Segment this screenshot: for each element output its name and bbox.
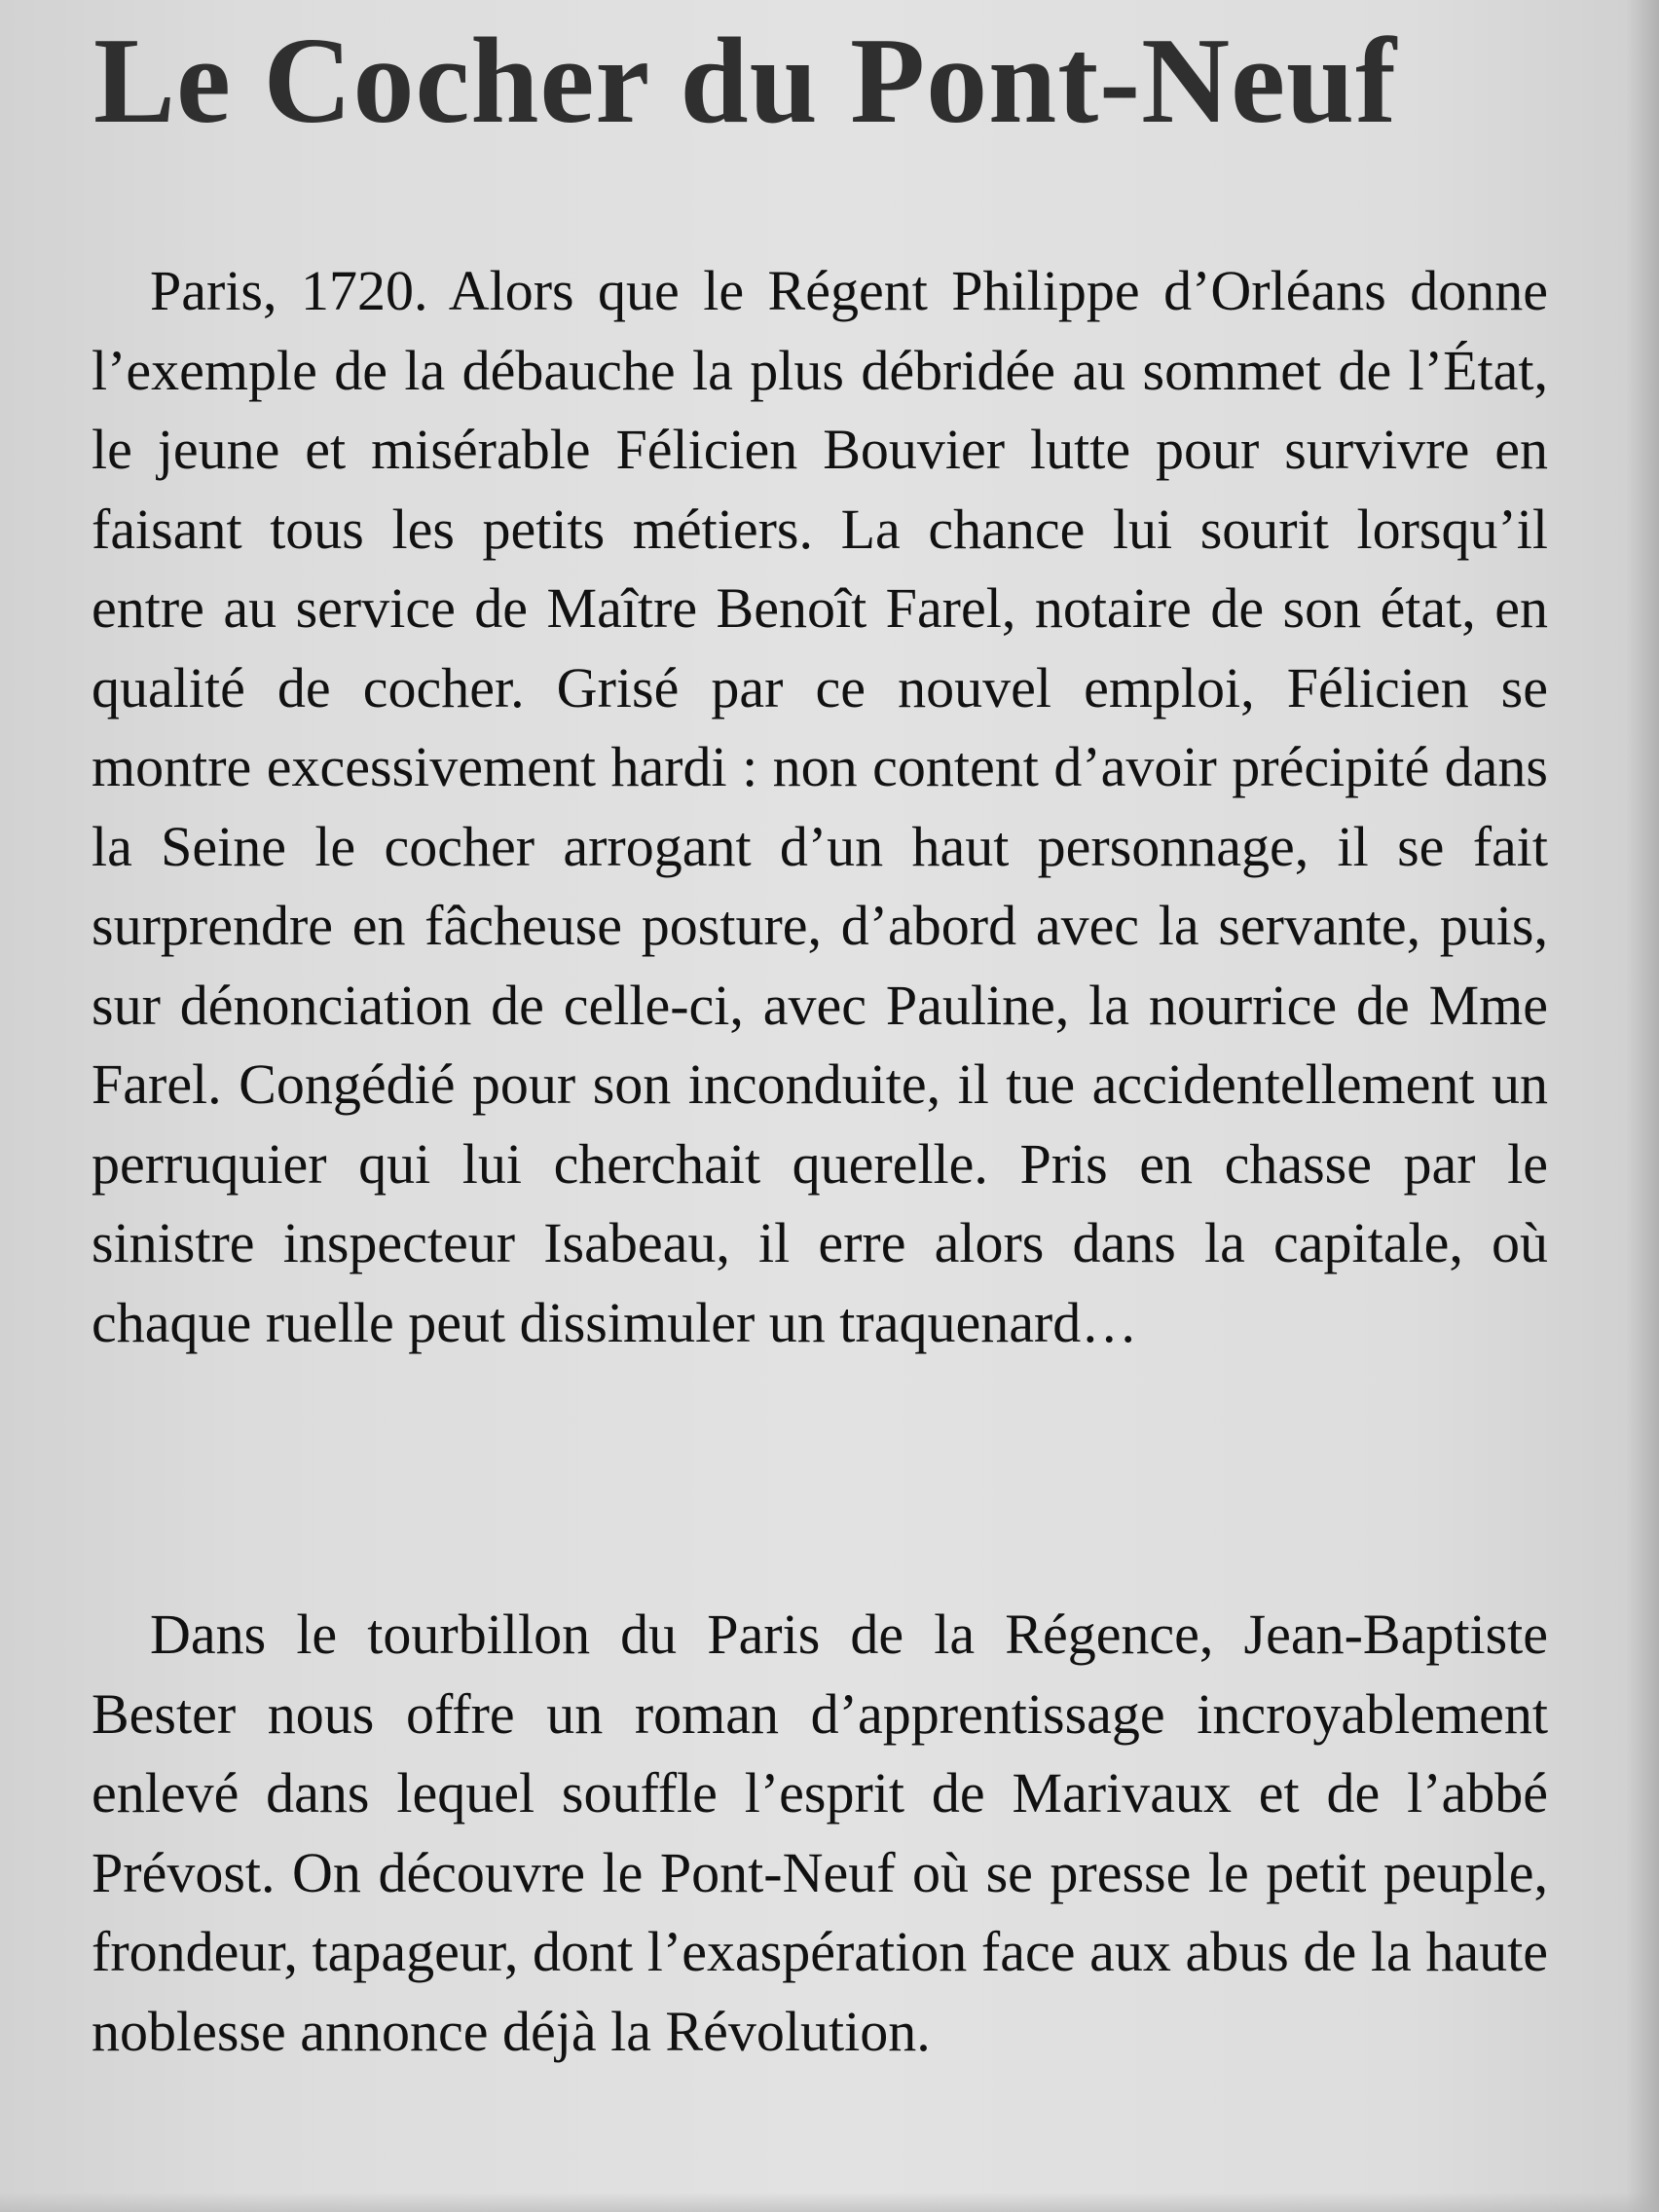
review-paragraph: Dans le tourbillon du Paris de la Régence, Jean-Baptiste Bester nous offre un roman d’apprentissage incroyablement enlevé dans lequel souffle l’esprit de Marivaux et de l’abbé Prévost. On découvre le Pont-Neuf où se presse le petit peuple, frondeur, tapageur, dont l’exaspération face aux abus de la haute noblesse annonce déjà la Révolution. (92, 1603, 1548, 2063)
book-title: Le Cocher du Pont-Neuf (93, 14, 1398, 149)
bottom-edge (0, 2193, 1659, 2212)
synopsis-paragraph: Paris, 1720. Alors que le Régent Philippe d’Orléans donne l’exemple de la débauche la plus débridée au sommet de l’État, le jeune et misérable Félicien Bouvier lutte pour survivre en faisant tous les petits métiers. La chance lui sourit lorsqu’il entre au service de Maître Benoît Farel, notaire de son état, en qualité de cocher. Grisé par ce nouvel emploi, Félicien se montre excessivement hardi : non content d’avoir précipité dans la Seine le cocher arrogant d’un haut personnage, il se fait surprendre en fâcheuse posture, d’abord avec la servante, puis, sur dénonciation de celle-ci, avec Pauline, la nourrice de Mme Farel. Congédié pour son inconduite, il tue accidentellement un perruquier qui lui cherchait querelle. Pris en chasse par le sinistre inspecteur Isabeau, il erre alors dans la capitale, où chaque ruelle peut dissimuler un traquenard… (92, 259, 1548, 1354)
page-edge-shadow (1626, 0, 1659, 2212)
